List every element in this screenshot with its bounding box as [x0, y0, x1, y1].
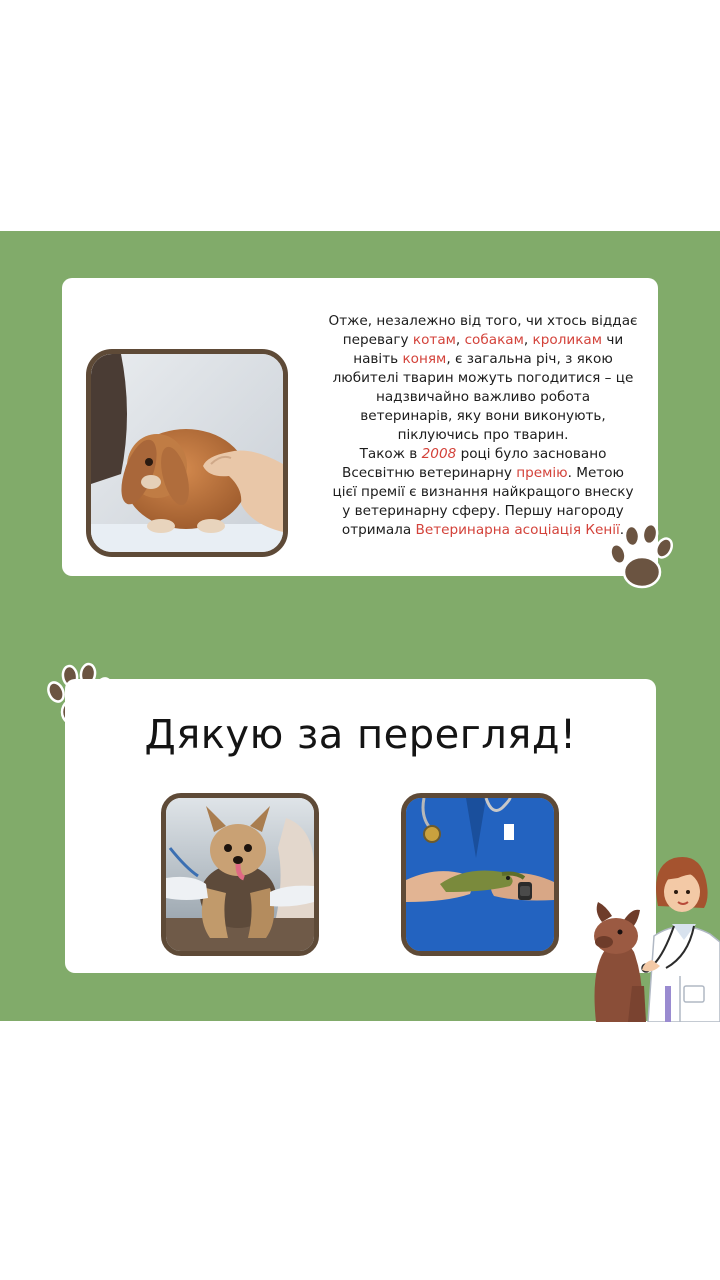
- text-segment: любителі тварин можуть погодитися – це: [332, 370, 634, 386]
- text-segment: році було засновано: [456, 446, 607, 462]
- info-text-line: [318, 369, 648, 388]
- highlighted-word: котам: [412, 332, 456, 348]
- info-text-line: [318, 426, 648, 445]
- highlighted-word: кроликам: [532, 332, 603, 348]
- text-segment: Всесвітню ветеринарну: [342, 465, 517, 481]
- text-segment: чи: [602, 332, 624, 348]
- highlighted-word: коням: [402, 351, 447, 367]
- lizard-vet-photo: [401, 793, 559, 956]
- text-segment: надзвичайно важливо робота: [375, 389, 591, 405]
- highlighted-word: 2008: [421, 446, 457, 462]
- text-segment: ,: [455, 332, 465, 348]
- text-segment: . Метою: [567, 465, 624, 481]
- text-segment: Отже, незалежно від того, чи хтось віддає: [328, 313, 638, 329]
- info-text-line: [318, 483, 648, 502]
- text-segment: .: [619, 522, 625, 538]
- yorkie-vet-photo: [161, 793, 319, 956]
- text-segment: , є загальна річ, з якою: [446, 351, 613, 367]
- rabbit-photo: [86, 349, 288, 557]
- info-text: [318, 312, 648, 540]
- info-text-line: [318, 407, 648, 426]
- text-segment: ветеринарів, яку вони виконують,: [360, 408, 606, 424]
- paw-print-icon: [606, 520, 674, 592]
- text-segment: піклуючись про тварин.: [397, 427, 569, 443]
- info-text-line: [318, 464, 648, 483]
- thanks-title: Дякую за перегляд!: [144, 712, 577, 758]
- highlighted-word: Ветеринарна асоціація Кенії: [415, 522, 620, 538]
- text-segment: цієї премії є визнання найкращого внеску: [332, 484, 634, 500]
- text-segment: ,: [523, 332, 533, 348]
- highlighted-word: собакам: [464, 332, 524, 348]
- text-segment: Також в: [359, 446, 422, 462]
- info-text-line: [318, 350, 648, 369]
- highlighted-word: премію: [516, 465, 568, 481]
- info-text-line: [318, 445, 648, 464]
- text-segment: отримала: [341, 522, 416, 538]
- info-text-line: [318, 502, 648, 521]
- info-text-line: [318, 312, 648, 331]
- info-text-line: [318, 521, 648, 540]
- text-segment: навіть: [353, 351, 403, 367]
- text-segment: у ветеринарну сферу. Першу нагороду: [342, 503, 624, 519]
- info-text-line: [318, 331, 648, 350]
- vet-with-dog-illustration: [588, 836, 720, 1022]
- info-text-line: [318, 388, 648, 407]
- text-segment: перевагу: [342, 332, 413, 348]
